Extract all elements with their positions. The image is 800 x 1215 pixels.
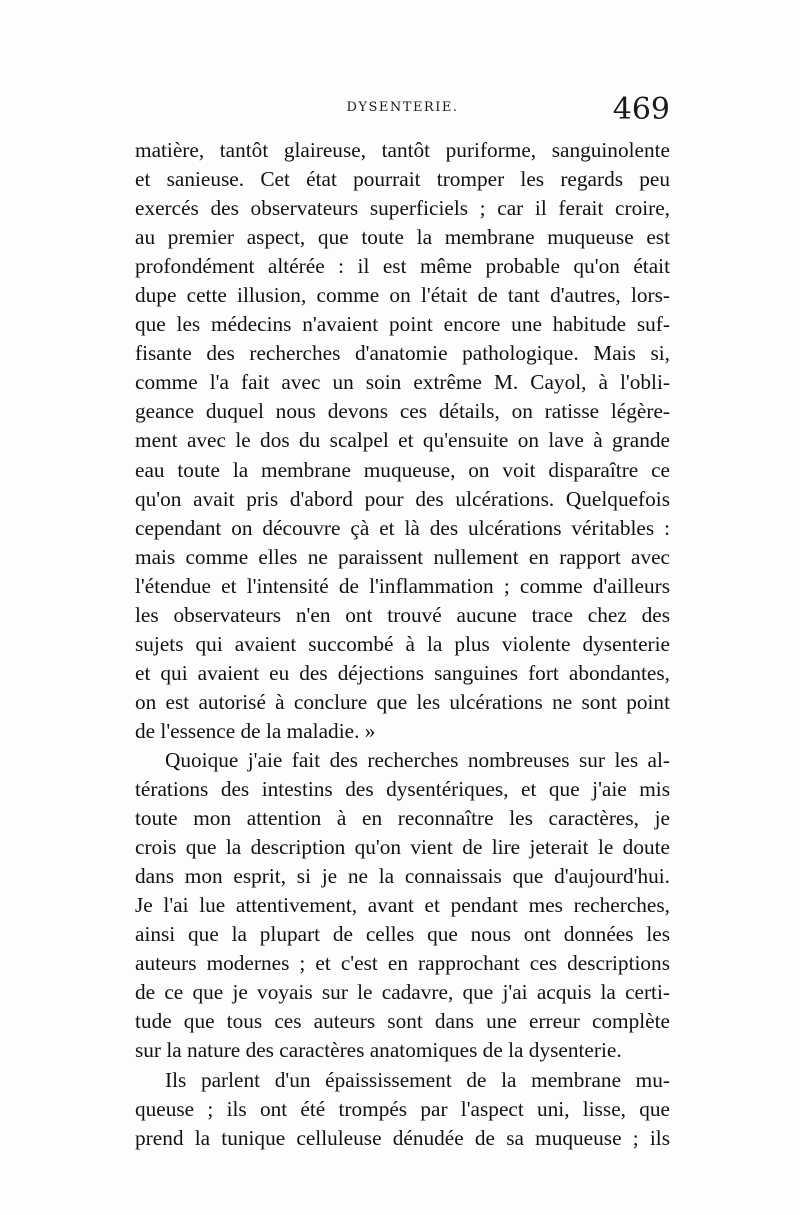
text-line: prend la tunique celluleuse dénudée de sa muqueuse ; ils — [135, 1125, 670, 1150]
text-line: comme l'a fait avec un soin extrême M. Cayol, à l'obli- — [135, 370, 670, 395]
text-line: sujets qui avaient succombé à la plus violente dysenterie — [135, 631, 670, 656]
text-line: fisante des recherches d'anatomie pathologique. Mais si, — [135, 341, 670, 366]
text-line: eau toute la membrane muqueuse, on voit disparaître ce — [135, 457, 670, 482]
text-line: de ce que je voyais sur le cadavre, que j'ai acquis la certi- — [135, 980, 670, 1005]
text-line: queuse ; ils ont été trompés par l'aspect uni, lisse, que — [135, 1096, 670, 1121]
text-line: mais comme elles ne paraissent nullement en rapport avec — [135, 544, 670, 569]
text-line: dupe cette illusion, comme on l'était de tant d'autres, lors- — [135, 283, 670, 308]
text-line: au premier aspect, que toute la membrane muqueuse est — [135, 225, 670, 250]
text-line: cependant on découvre çà et là des ulcérations véritables : — [135, 515, 670, 540]
text-line: geance duquel nous devons ces détails, on ratisse légère- — [135, 399, 670, 424]
text-line: sur la nature des caractères anatomiques de la dysenterie. — [135, 1038, 622, 1063]
text-line: dans mon esprit, si je ne la connaissais que d'aujourd'hui. — [135, 864, 670, 889]
paragraph — [135, 746, 670, 1066]
text-line: Quoique j'aie fait des recherches nombreuses sur les al- — [165, 747, 670, 772]
text-line: auteurs modernes ; et c'est en rapprochant ces descriptions — [135, 951, 670, 976]
page-number: 469 — [612, 92, 670, 127]
running-head — [135, 92, 670, 132]
text-line: et qui avaient eu des déjections sanguines fort abondantes, — [135, 660, 670, 685]
text-line: qu'on avait pris d'abord pour des ulcérations. Quelquefois — [135, 486, 670, 511]
paragraph — [135, 136, 670, 746]
text-line: Je l'ai lue attentivement, avant et pendant mes recherches, — [135, 893, 670, 918]
body-text — [135, 136, 670, 1153]
text-line: tude que tous ces auteurs sont dans une erreur complète — [135, 1009, 670, 1034]
text-line: crois que la description qu'on vient de lire jeterait le doute — [135, 835, 670, 860]
text-line: ainsi que la plupart de celles que nous ont données les — [135, 922, 670, 947]
text-line: toute mon attention à en reconnaître les caractères, je — [135, 806, 670, 831]
text-line: de l'essence de la maladie. » — [135, 718, 376, 743]
text-line: matière, tantôt glaireuse, tantôt puriforme, sanguinolente — [135, 138, 670, 162]
text-line: que les médecins n'avaient point encore une habitude suf- — [135, 312, 670, 337]
running-title: DYSENTERIE. — [346, 100, 459, 115]
text-line: térations des intestins des dysentériques, et que j'aie mis — [135, 777, 670, 802]
text-line: on est autorisé à conclure que les ulcérations ne sont point — [135, 689, 670, 714]
text-line: les observateurs n'en ont trouvé aucune trace chez des — [135, 602, 670, 627]
text-line: et sanieuse. Cet état pourrait tromper les regards peu — [135, 167, 670, 192]
text-line: Ils parlent d'un épaississement de la membrane mu- — [165, 1067, 670, 1092]
text-line: ment avec le dos du scalpel et qu'ensuite on lave à grande — [135, 428, 670, 453]
paragraph — [135, 1066, 670, 1153]
text-line: profondément altérée : il est même probable qu'on était — [135, 254, 670, 279]
text-line: l'étendue et l'intensité de l'inflammation ; comme d'ailleurs — [135, 573, 670, 598]
text-line: exercés des observateurs superficiels ; car il ferait croire, — [135, 196, 670, 221]
